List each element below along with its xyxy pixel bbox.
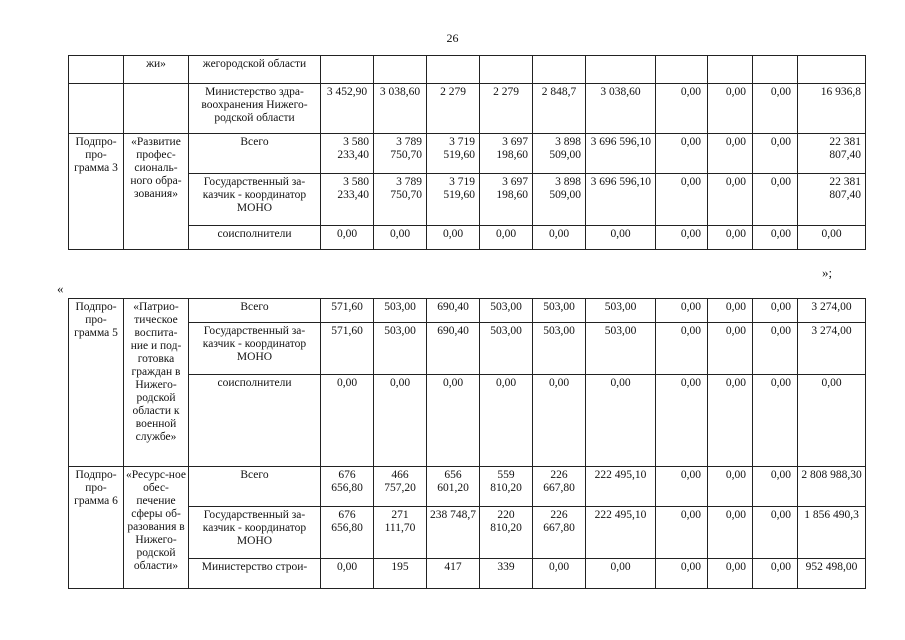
value-cell: 3 697 198,60	[480, 134, 533, 174]
value-cell: 571,60	[321, 323, 374, 375]
value-cell: 0,00	[753, 507, 798, 559]
value-cell: 503,00	[586, 323, 656, 375]
table-row	[69, 84, 866, 134]
value-cell: 0,00	[708, 323, 753, 375]
value-cell: 0,00	[656, 226, 708, 250]
value-cell: 3 898 509,00	[533, 134, 586, 174]
value-cell: 0,00	[321, 559, 374, 589]
opening-quote: «	[57, 281, 64, 296]
value-cell: 0,00	[708, 174, 753, 226]
value-cell: 571,60	[321, 299, 374, 323]
subprogram-name-cell: «Ресурс-ное обес-печение сферы об-разования в Нижего-родской области»	[124, 467, 189, 589]
value-cell: 0,00	[321, 226, 374, 250]
value-cell: 0,00	[586, 226, 656, 250]
value-cell: 0,00	[708, 299, 753, 323]
value-cell: 503,00	[480, 323, 533, 375]
value-cell: 0,00	[753, 299, 798, 323]
value-cell: 0,00	[586, 375, 656, 467]
value-cell: 0,00	[753, 174, 798, 226]
funding-table-top	[68, 55, 866, 250]
value-cell: 220 810,20	[480, 507, 533, 559]
value-cell: 3 697 198,60	[480, 174, 533, 226]
table-row	[69, 323, 866, 375]
value-cell: 3 719 519,60	[427, 134, 480, 174]
value-cell: 0,00	[708, 507, 753, 559]
row-label: Всего	[189, 134, 321, 174]
value-cell: 3 789 750,70	[374, 174, 427, 226]
value-cell: 503,00	[374, 323, 427, 375]
value-cell: 0,00	[656, 467, 708, 507]
subprogram-name-cell: «Патрио-тическое воспита-ние и под-готовка граждан в Нижего-родской области к военной службе»	[124, 299, 189, 467]
total-cell: 2 808 988,30	[798, 467, 866, 507]
table-row	[69, 226, 866, 250]
value-cell: 656 601,20	[427, 467, 480, 507]
program-name-cell: жи»	[124, 56, 189, 84]
program-cell	[69, 56, 124, 84]
value-cell: 690,40	[427, 299, 480, 323]
value-cell: 226 667,80	[533, 507, 586, 559]
total-cell: 22 381 807,40	[798, 174, 866, 226]
value-cell: 3 038,60	[586, 84, 656, 134]
executor-cell: Министерство здра-воохранения Нижего-родской области	[189, 84, 321, 134]
value-cell: 0,00	[708, 84, 753, 134]
value-cell: 0,00	[753, 375, 798, 467]
value-cell: 0,00	[533, 375, 586, 467]
value-cell: 503,00	[374, 299, 427, 323]
value-cell: 0,00	[753, 467, 798, 507]
value-cell: 0,00	[586, 559, 656, 589]
closing-quote: »;	[822, 265, 833, 280]
value-cell: 0,00	[427, 226, 480, 250]
subprogram-number-cell: Подпро-про-грамма 5	[69, 299, 124, 467]
row-label: соисполнители	[189, 375, 321, 467]
value-cell: 0,00	[656, 507, 708, 559]
value-cell: 0,00	[480, 375, 533, 467]
executor-cell: жегородской области	[189, 56, 321, 84]
value-cell: 503,00	[480, 299, 533, 323]
value-cell: 417	[427, 559, 480, 589]
value-cell: 3 789 750,70	[374, 134, 427, 174]
value-cell: 0,00	[656, 323, 708, 375]
value-cell: 0,00	[656, 174, 708, 226]
value-cell: 0,00	[533, 226, 586, 250]
value-cell: 676 656,80	[321, 507, 374, 559]
table-row	[69, 507, 866, 559]
value-cell: 0,00	[708, 375, 753, 467]
row-label: Государственный за-казчик - координатор МОНО	[189, 174, 321, 226]
value-cell: 0,00	[708, 134, 753, 174]
value-cell: 503,00	[533, 299, 586, 323]
value-cell: 0,00	[374, 375, 427, 467]
total-cell: 16 936,8	[798, 84, 866, 134]
value-cell: 238 748,7	[427, 507, 480, 559]
value-cell: 503,00	[586, 299, 656, 323]
total-cell: 0,00	[798, 375, 866, 467]
value-cell: 3 038,60	[374, 84, 427, 134]
value-cell: 0,00	[533, 559, 586, 589]
value-cell: 2 848,7	[533, 84, 586, 134]
table-row	[69, 375, 866, 467]
value-cell: 0,00	[656, 559, 708, 589]
value-cell: 2 279	[427, 84, 480, 134]
value-cell: 3 696 596,10	[586, 174, 656, 226]
page-number: 26	[446, 31, 459, 45]
table-row	[69, 134, 866, 174]
total-cell: 3 274,00	[798, 299, 866, 323]
value-cell: 222 495,10	[586, 507, 656, 559]
value-cell: 226 667,80	[533, 467, 586, 507]
value-cell: 0,00	[427, 375, 480, 467]
value-cell: 0,00	[656, 299, 708, 323]
value-cell: 0,00	[656, 84, 708, 134]
total-cell: 952 498,00	[798, 559, 866, 589]
value-cell: 0,00	[753, 134, 798, 174]
value-cell: 0,00	[708, 226, 753, 250]
value-cell: 0,00	[753, 323, 798, 375]
value-cell: 271 111,70	[374, 507, 427, 559]
value-cell: 0,00	[656, 375, 708, 467]
value-cell: 3 452,90	[321, 84, 374, 134]
value-cell: 222 495,10	[586, 467, 656, 507]
row-label: Государственный за-казчик - координатор МОНО	[189, 323, 321, 375]
value-cell: 3 696 596,10	[586, 134, 656, 174]
total-cell: 0,00	[798, 226, 866, 250]
row-label: Всего	[189, 299, 321, 323]
value-cell: 0,00	[480, 226, 533, 250]
value-cell: 559 810,20	[480, 467, 533, 507]
total-cell: 3 274,00	[798, 323, 866, 375]
value-cell: 0,00	[753, 559, 798, 589]
value-cell: 0,00	[656, 134, 708, 174]
value-cell: 3 898 509,00	[533, 174, 586, 226]
value-cell: 339	[480, 559, 533, 589]
subprogram-name-cell: «Развитие профес-сиональ-ного обра-зования»	[124, 134, 189, 250]
value-cell: 195	[374, 559, 427, 589]
value-cell: 3 580 233,40	[321, 174, 374, 226]
value-cell: 2 279	[480, 84, 533, 134]
value-cell: 690,40	[427, 323, 480, 375]
value-cell: 0,00	[374, 226, 427, 250]
table-row	[69, 467, 866, 507]
total-cell: 22 381 807,40	[798, 134, 866, 174]
value-cell: 0,00	[708, 467, 753, 507]
value-cell: 0,00	[321, 375, 374, 467]
funding-table-bottom	[68, 298, 866, 589]
value-cell: 503,00	[533, 323, 586, 375]
table-row	[69, 56, 866, 84]
value-cell: 3 719 519,60	[427, 174, 480, 226]
total-cell: 1 856 490,3	[798, 507, 866, 559]
table-row	[69, 559, 866, 589]
row-label: Всего	[189, 467, 321, 507]
table-row	[69, 174, 866, 226]
value-cell: 3 580 233,40	[321, 134, 374, 174]
row-label: соисполнители	[189, 226, 321, 250]
value-cell: 0,00	[753, 84, 798, 134]
value-cell: 676 656,80	[321, 467, 374, 507]
row-label: Министерство строи-	[189, 559, 321, 589]
value-cell: 0,00	[753, 226, 798, 250]
value-cell: 0,00	[708, 559, 753, 589]
row-label: Государственный за-казчик - координатор МОНО	[189, 507, 321, 559]
table-row	[69, 299, 866, 323]
subprogram-number-cell: Подпро-про-грамма 6	[69, 467, 124, 589]
subprogram-number-cell: Подпро-про-грамма 3	[69, 134, 124, 250]
value-cell: 466 757,20	[374, 467, 427, 507]
